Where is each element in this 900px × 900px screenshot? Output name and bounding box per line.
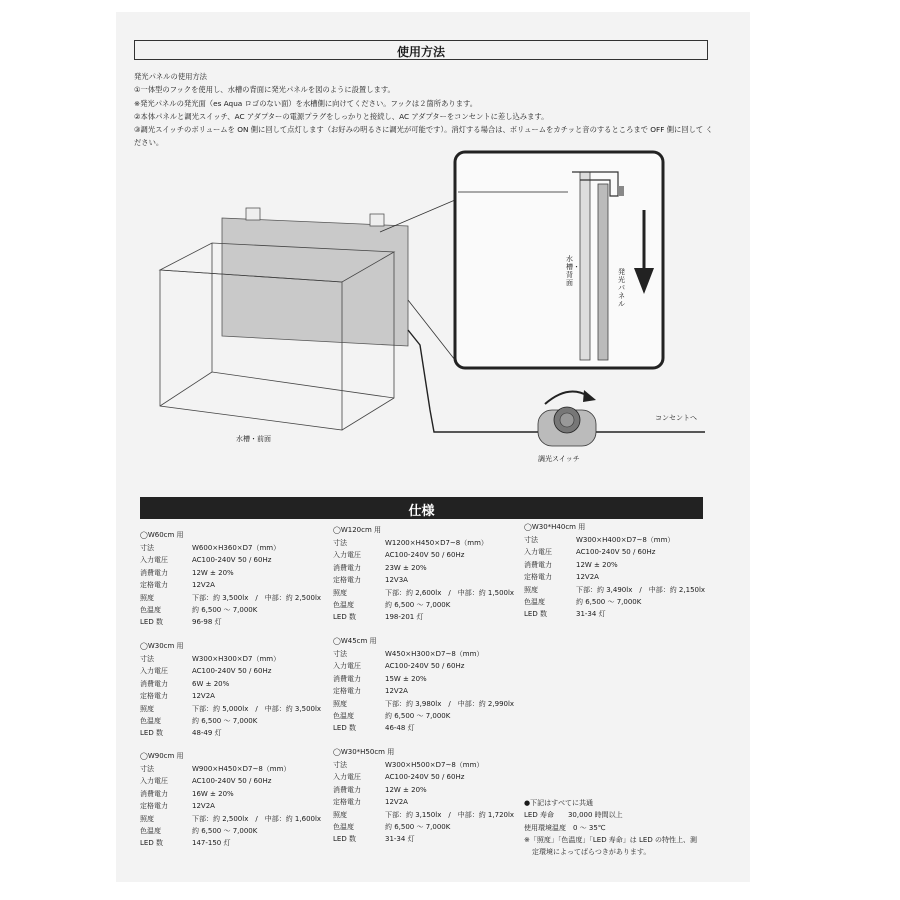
common-note-2: 定環境によってばらつきがあります。 — [532, 848, 651, 857]
spec-block-w120 — [333, 524, 514, 624]
spec-label-temp: 色温度 — [524, 597, 545, 606]
spec-label-power: 消費電力 — [524, 560, 552, 569]
common-specs — [524, 797, 697, 858]
spec-value-temp: 約 6,500 ～ 7,000K — [385, 822, 451, 831]
spec-value-power: 6W ± 20% — [192, 679, 230, 688]
spec-label-lux: 照度 — [140, 814, 154, 823]
spec-value-size: W300×H400×D7~8（mm） — [576, 536, 675, 544]
spec-value-size: W300×H300×D7（mm） — [192, 655, 281, 663]
spec-label-power: 消費電力 — [333, 674, 361, 683]
spec-label-lux: 照度 — [140, 704, 154, 713]
spec-label-input: 入力電圧 — [140, 556, 168, 565]
spec-value-input: AC100-240V 50 / 60Hz — [192, 777, 272, 786]
label-dimmer-switch: 調光スイッチ — [538, 455, 580, 463]
spec-label-led: LED 数 — [140, 618, 163, 627]
spec-label-rating: 定格電力 — [333, 687, 361, 696]
spec-label-led: LED 数 — [140, 839, 163, 848]
spec-label-power: 消費電力 — [140, 679, 168, 688]
spec-label-input: 入力電圧 — [524, 548, 552, 557]
spec-label-power: 消費電力 — [140, 568, 168, 577]
spec-label-power: 消費電力 — [333, 785, 361, 794]
spec-label-rating: 定格電力 — [333, 576, 361, 585]
spec-value-temp: 約 6,500 ～ 7,000K — [192, 716, 258, 725]
rotate-arrowhead-icon — [583, 390, 596, 402]
spec-value-temp: 約 6,500 ～ 7,000K — [385, 711, 451, 720]
spec-value-input: AC100-240V 50 / 60Hz — [576, 548, 656, 557]
spec-value-lux: 下部：約 2,500lx / 中部：約 1,600lx — [192, 814, 322, 823]
callout-line-top — [380, 200, 455, 232]
spec-label-size: 寸法 — [524, 536, 538, 544]
spec-label-temp: 色温度 — [333, 711, 354, 720]
spec-label-led: LED 数 — [333, 835, 356, 844]
spec-label-rating: 定格電力 — [140, 581, 168, 590]
env-temp-label: 使用環境温度 — [524, 823, 566, 832]
light-panel — [222, 218, 408, 346]
callout-line-bottom — [408, 300, 455, 360]
label-light-panel: 発光パネル — [618, 268, 625, 308]
spec-label-temp: 色温度 — [140, 605, 161, 614]
spec-value-led: 31-34 灯 — [385, 835, 415, 844]
spec-value-temp: 約 6,500 ～ 7,000K — [192, 826, 258, 835]
spec-model-name: ◯W120cm 用 — [333, 526, 382, 534]
spec-block-w30-h50 — [333, 746, 514, 846]
spec-label-temp: 色温度 — [333, 822, 354, 831]
usage-step-3: ③調光スイッチのボリュームを ON 側に回して点灯します（お好みの明るさに調光が可能です）。消灯する場合は、ボリュームをカチッと音のするところまで OFF 側に回して ください。 — [134, 125, 713, 148]
led-life-value: 30,000 時間以上 — [567, 811, 623, 820]
common-specs-title: ●下記はすべてに共通 — [524, 799, 593, 807]
spec-value-size: W1200×H450×D7~8（mm） — [385, 539, 488, 547]
spec-label-lux: 照度 — [524, 585, 538, 594]
spec-value-lux: 下部：約 3,500lx / 中部：約 2,500lx — [192, 593, 322, 602]
zoom-detail-box — [455, 152, 663, 368]
usage-note-1: ※発光パネルの発光面（es Aqua ロゴのない面）を水槽側に向けてください。フックは２箇所あります。 — [134, 98, 478, 108]
spec-label-rating: 定格電力 — [140, 692, 168, 701]
spec-value-temp: 約 6,500 ～ 7,000K — [385, 600, 451, 609]
common-row-env-temp — [524, 822, 697, 834]
spec-label-size: 寸法 — [333, 650, 347, 658]
spec-label-size: 寸法 — [333, 761, 347, 769]
spec-label-lux: 照度 — [333, 699, 347, 708]
spec-label-lux: 照度 — [333, 588, 347, 597]
spec-value-size: W300×H500×D7~8（mm） — [385, 761, 484, 769]
section-header-specs — [140, 497, 703, 519]
spec-label-led: LED 数 — [524, 610, 547, 619]
spec-label-temp: 色温度 — [140, 826, 161, 835]
env-temp-value: 0 ～ 35℃ — [573, 823, 606, 832]
spec-label-input: 入力電圧 — [333, 662, 361, 671]
spec-value-power: 12W ± 20% — [576, 560, 618, 569]
spec-label-input: 入力電圧 — [333, 773, 361, 782]
spec-model-name: ◯W30*H50cm 用 — [333, 748, 395, 756]
spec-label-lux: 照度 — [333, 810, 347, 819]
spec-block-w45 — [333, 635, 514, 735]
spec-value-rating: 12V2A — [192, 802, 215, 811]
label-outlet: コンセントへ — [655, 414, 697, 422]
spec-label-input: 入力電圧 — [140, 667, 168, 676]
spec-value-rating: 12V2A — [385, 687, 408, 696]
spec-value-lux: 下部：約 3,490lx / 中部：約 2,150lx — [576, 585, 706, 594]
spec-label-size: 寸法 — [140, 765, 154, 773]
common-row-led-life — [524, 809, 697, 821]
panel-section — [598, 184, 608, 360]
spec-value-input: AC100-240V 50 / 60Hz — [385, 662, 465, 671]
spec-value-led: 46-48 灯 — [385, 724, 415, 733]
spec-block-w30-h40 — [524, 521, 705, 621]
spec-label-size: 寸法 — [333, 539, 347, 547]
spec-value-lux: 下部：約 5,000lx / 中部：約 3,500lx — [192, 704, 322, 713]
rotate-arrow-icon — [545, 392, 588, 405]
spec-value-temp: 約 6,500 ～ 7,000K — [192, 605, 258, 614]
spec-label-temp: 色温度 — [140, 716, 161, 725]
spec-value-temp: 約 6,500 ～ 7,000K — [576, 597, 642, 606]
spec-model-name: ◯W30*H40cm 用 — [524, 523, 586, 531]
spec-value-rating: 12V2A — [576, 573, 599, 582]
spec-model-name: ◯W45cm 用 — [333, 637, 377, 645]
spec-block-w30 — [140, 640, 321, 740]
spec-label-temp: 色温度 — [333, 600, 354, 609]
spec-block-w60 — [140, 529, 321, 629]
spec-label-rating: 定格電力 — [524, 573, 552, 582]
spec-label-led: LED 数 — [333, 724, 356, 733]
spec-label-input: 入力電圧 — [140, 777, 168, 786]
spec-block-w90 — [140, 750, 321, 850]
tank-glass-section — [580, 172, 590, 360]
spec-label-size: 寸法 — [140, 655, 154, 663]
spec-value-led: 96-98 灯 — [192, 618, 222, 627]
spec-value-size: W900×H450×D7~8（mm） — [192, 765, 291, 773]
label-tank-front: 水槽・前面 — [236, 435, 271, 443]
section-title-specs: 仕様 — [408, 504, 435, 519]
spec-value-rating: 12V2A — [192, 692, 215, 701]
hook-right — [370, 214, 384, 226]
spec-label-led: LED 数 — [140, 729, 163, 738]
spec-label-rating: 定格電力 — [140, 802, 168, 811]
spec-value-led: 31-34 灯 — [576, 610, 606, 619]
spec-value-power: 15W ± 20% — [385, 674, 427, 683]
spec-label-led: LED 数 — [333, 613, 356, 622]
spec-value-power: 12W ± 20% — [385, 785, 427, 794]
spec-value-size: W600×H360×D7（mm） — [192, 544, 281, 552]
spec-value-led: 147-150 灯 — [192, 839, 231, 848]
spec-label-input: 入力電圧 — [333, 551, 361, 560]
led-life-label: LED 寿命 — [524, 811, 554, 820]
spec-value-power: 23W ± 20% — [385, 563, 427, 572]
usage-step-2: ②本体パネルと調光スイッチ、AC アダプターの電源プラグをしっかりと接続し、AC アダプターをコンセントに差し込みます。 — [134, 111, 549, 121]
spec-value-input: AC100-240V 50 / 60Hz — [192, 667, 272, 676]
spec-value-led: 48-49 灯 — [192, 729, 222, 738]
usage-intro: 発光パネルの使用方法 — [134, 72, 207, 81]
spec-model-name: ◯W90cm 用 — [140, 752, 184, 760]
spec-value-size: W450×H300×D7~8（mm） — [385, 650, 484, 658]
common-note-1: ※「照度」「色温度」「LED 寿命」は LED の特性上、測 — [524, 835, 697, 844]
spec-label-rating: 定格電力 — [333, 798, 361, 807]
spec-value-led: 198-201 灯 — [385, 613, 424, 622]
spec-label-power: 消費電力 — [333, 563, 361, 572]
spec-value-rating: 12V2A — [192, 581, 215, 590]
label-tank-back: 水槽・背面 — [566, 255, 580, 287]
spec-model-name: ◯W30cm 用 — [140, 642, 184, 650]
spec-label-size: 寸法 — [140, 544, 154, 552]
spec-value-power: 16W ± 20% — [192, 789, 234, 798]
section-title-usage: 使用方法 — [396, 45, 445, 59]
spec-value-lux: 下部：約 3,150lx / 中部：約 1,720lx — [385, 810, 515, 819]
spec-value-input: AC100-240V 50 / 60Hz — [385, 551, 465, 560]
spec-label-power: 消費電力 — [140, 789, 168, 798]
spec-value-input: AC100-240V 50 / 60Hz — [192, 556, 272, 565]
hook-left — [246, 208, 260, 220]
usage-step-1: ①一体型のフックを使用し、水槽の背面に発光パネルを図のように設置します。 — [134, 85, 395, 95]
spec-value-lux: 下部：約 3,980lx / 中部：約 2,990lx — [385, 699, 515, 708]
dimmer-knob-cap — [560, 413, 574, 427]
spec-value-power: 12W ± 20% — [192, 568, 234, 577]
spec-label-lux: 照度 — [140, 593, 154, 602]
hook-tab — [618, 186, 624, 196]
spec-model-name: ◯W60cm 用 — [140, 531, 184, 539]
spec-value-rating: 12V2A — [385, 798, 408, 807]
spec-value-lux: 下部：約 2,600lx / 中部：約 1,500lx — [385, 588, 515, 597]
spec-value-input: AC100-240V 50 / 60Hz — [385, 773, 465, 782]
spec-value-rating: 12V3A — [385, 576, 408, 585]
